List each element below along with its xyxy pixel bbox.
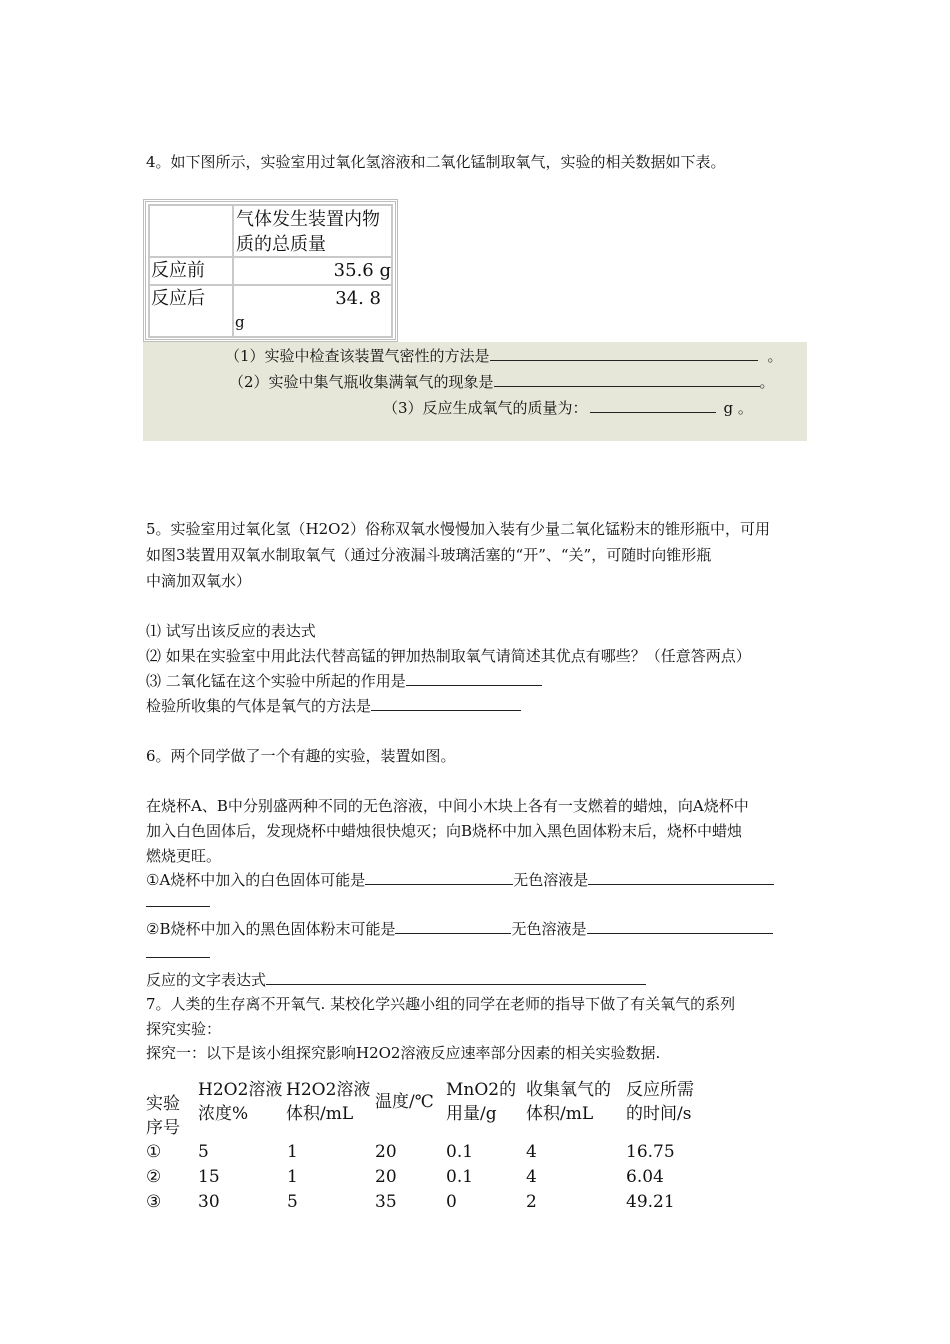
q4-sub3 [383,398,753,418]
q7-header-col3 [286,1078,370,1126]
q7-header-col7 [626,1078,694,1126]
q7-header-col1 [146,1092,180,1140]
q5-stem-line1: 5。实验室用过氧化氢（H2O2）俗称双氧水慢慢加入装有少量二氧化锰粉末的锥形瓶中，可用 [146,520,771,538]
q7-header-col2-line1: H2O2溶液 [198,1080,283,1100]
q4-row2-label: 反应后 [148,284,234,338]
q6-sub-a-blank-continued[interactable] [146,906,210,907]
q7-header-col4 [375,1090,434,1114]
q4-sub2-blank[interactable] [494,372,760,387]
q5-sub1: ⑴ 试写出该反应的表达式 [146,622,316,640]
q7-header-col3-line2: 体积/mL [286,1104,354,1124]
q4-sub3-end: g 。 [723,399,753,417]
q6-para-line1: 在烧杯A、B中分别盛两种不同的无色溶液，中间小木块上各有一支燃着的蜡烛，向A烧杯中 [146,797,749,815]
q4-table-header-line2: 质的总质量 [236,234,326,255]
q7-header-col1-line2: 序号 [146,1118,180,1138]
q7-header-col6-line1: 收集氧气的 [526,1080,611,1100]
q7-header-col2-line2: 浓度% [198,1104,249,1124]
q4-row2-value-cell [232,284,393,338]
q5-sub2: ⑵ 如果在实验室中用此法代替高锰的钾加热制取氧气请简述其优点有哪些？（任意答两点） [146,647,751,665]
q7-stem-line1: 7。人类的生存离不开氧气. 某校化学兴趣小组的同学在老师的指导下做了有关氧气的系列 [146,995,736,1013]
q7-row2-col2: 15 [198,1167,220,1187]
q6-sub-a-blank1[interactable] [365,870,513,885]
q6-sub-b-blank1[interactable] [395,919,511,934]
q4-subquestions-panel [143,342,807,441]
q4-table-header-cell [232,204,393,258]
q6-sub-b-blank2[interactable] [587,919,773,934]
q5-sub3-blank[interactable] [406,671,542,686]
q7-row3-col1: ③ [146,1192,162,1212]
q7-header-col1-line1: 实验 [146,1094,180,1114]
q6-sub-a-blank2[interactable] [588,870,774,885]
q5-sub4-text: 检验所收集的气体是氧气的方法是 [146,697,372,715]
q7-row3-col5: 0 [446,1192,457,1212]
q7-header-col5-line2: 用量/g [446,1104,497,1124]
q6-sub-a-text2: 无色溶液是 [513,871,589,889]
q4-sub1 [225,346,783,366]
q7-header-col6-line2: 体积/mL [526,1104,594,1124]
q7-header-col7-line1: 反应所需 [626,1080,694,1100]
q5-sub3-text: ⑶ 二氧化锰在这个实验中所起的作用是 [146,672,406,690]
q7-row3-col7: 49.21 [626,1192,675,1212]
q7-row1-col7: 16.75 [626,1142,675,1162]
q4-sub1-end: 。 [767,347,783,365]
q7-row3-col6: 2 [526,1192,537,1212]
q7-row2-col7: 6.04 [626,1167,664,1187]
q5-stem-line3: 中滴加双氧水） [146,572,252,590]
q7-header-col2 [198,1078,282,1126]
q7-row3-col2: 30 [198,1192,220,1212]
q6-sub-b [146,919,773,939]
q7-header-col4-line1: 温度/℃ [375,1092,434,1112]
q4-row2-unit: g [235,313,245,331]
q7-row2-col4: 20 [375,1167,397,1187]
q7-row1-col5: 0.1 [446,1142,474,1162]
q7-header-col7-line2: 的时间/s [626,1104,692,1124]
q7-row1-col4: 20 [375,1142,397,1162]
q4-sub1-text: （1）实验中检查该装置气密性的方法是 [225,347,490,365]
q4-sub2-end: 。 [759,373,775,391]
q7-row2-col3: 1 [287,1167,298,1187]
q7-header-col6 [526,1078,611,1126]
q5-stem-line2: 如图3装置用双氧水制取氧气（通过分液漏斗玻璃活塞的“开”、“关”，可随时向锥形瓶 [146,546,712,564]
q6-reaction-text: 反应的文字表达式 [146,971,267,989]
q7-row2-col5: 0.1 [446,1167,474,1187]
q4-table-header-line1: 气体发生装置内物 [236,209,380,230]
q4-sub3-text: （3）反应生成氧气的质量为： [383,399,588,417]
q6-reaction [146,970,646,990]
q6-sub-b-text2: 无色溶液是 [511,920,587,938]
q6-reaction-blank[interactable] [266,970,646,985]
q4-stem: 4。如下图所示，实验室用过氧化氢溶液和二氧化锰制取氧气，实验的相关数据如下表。 [146,153,726,171]
q7-stem-line2: 探究实验： [146,1020,222,1038]
q4-sub2-text: （2）实验中集气瓶收集满氧气的现象是 [229,373,494,391]
q7-row1-col6: 4 [526,1142,537,1162]
q4-row2-value: 34. 8 [335,288,381,309]
q7-row1-col2: 5 [198,1142,209,1162]
q4-sub2 [229,372,775,392]
q6-para-line3: 燃烧更旺。 [146,847,222,865]
q7-row3-col4: 35 [375,1192,397,1212]
q6-stem: 6。两个同学做了一个有趣的实验，装置如图。 [146,747,456,765]
q6-sub-b-blank-continued[interactable] [146,957,210,958]
q7-row2-col1: ② [146,1167,162,1187]
q6-sub-a-text1: ①A烧杯中加入的白色固体可能是 [146,871,366,889]
q4-sub3-blank[interactable] [590,398,716,413]
q5-sub4 [146,696,521,716]
q7-header-col3-line1: H2O2溶液 [286,1080,371,1100]
q4-table-corner-cell [148,204,234,258]
q6-sub-a [146,870,774,890]
q5-sub4-blank[interactable] [371,696,521,711]
q4-row1-label: 反应前 [148,256,234,286]
q6-sub-b-text1: ②B烧杯中加入的黑色固体粉末可能是 [146,920,396,938]
q7-row1-col3: 1 [287,1142,298,1162]
q4-data-table [143,199,398,342]
q7-row1-col1: ① [146,1142,162,1162]
q7-header-col5 [446,1078,516,1126]
q5-sub3 [146,671,542,691]
q7-header-col5-line1: MnO2的 [446,1080,517,1100]
q7-row3-col3: 5 [287,1192,298,1212]
q7-stem-line3: 探究一：以下是该小组探究影响H2O2溶液反应速率部分因素的相关实验数据. [146,1044,661,1062]
q6-para-line2: 加入白色固体后，发现烧杯中蜡烛很快熄灭；向B烧杯中加入黑色固体粉末后，烧杯中蜡烛 [146,822,743,840]
q7-row2-col6: 4 [526,1167,537,1187]
q4-row1-value: 35.6 g [232,256,393,286]
q4-sub1-blank[interactable] [490,346,758,361]
